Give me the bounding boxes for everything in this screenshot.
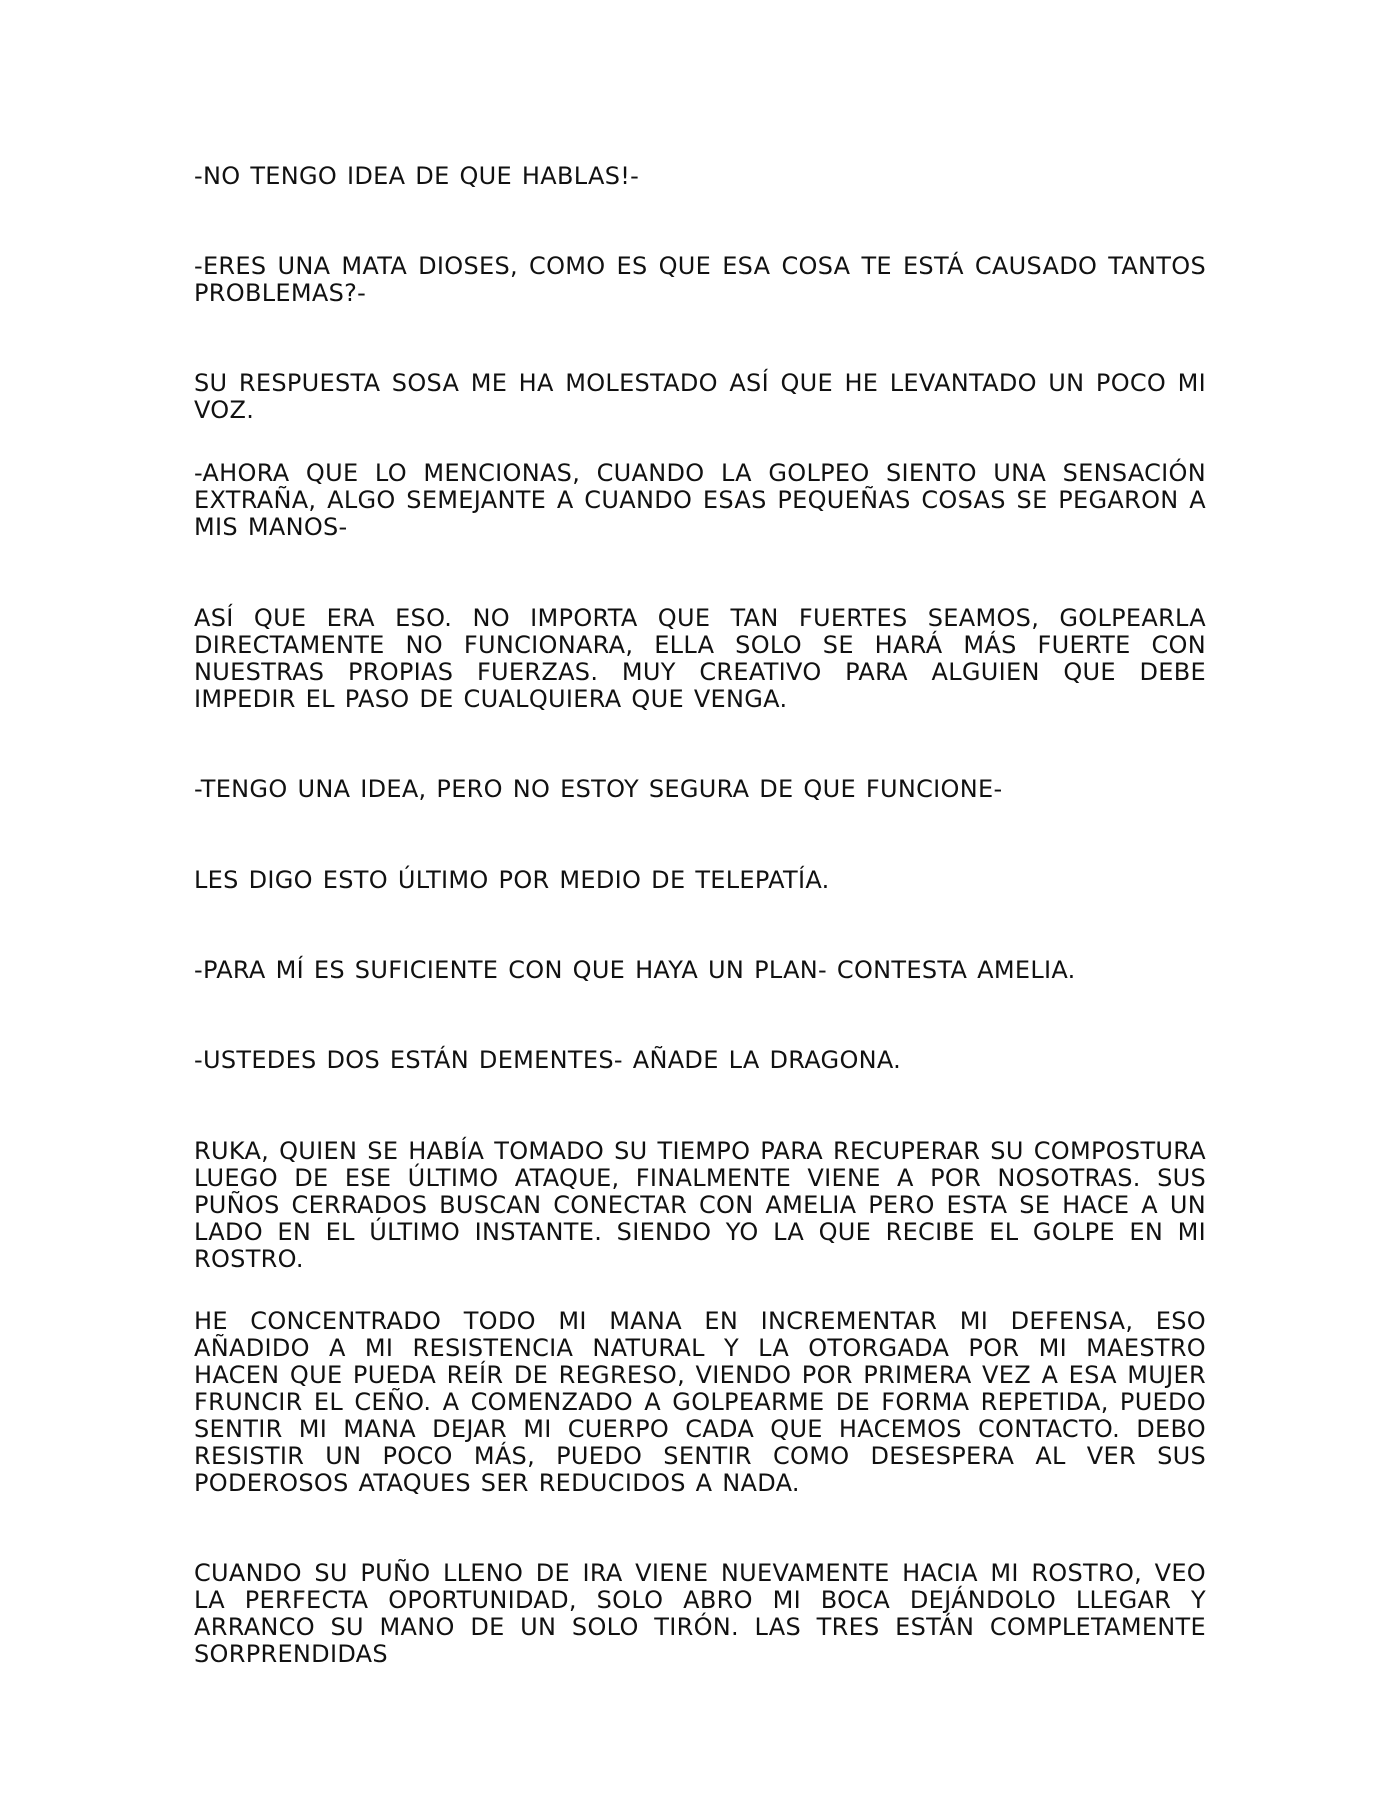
paragraph-5: ASÍ QUE ERA ESO. NO IMPORTA QUE TAN FUERTES SEAMOS, GOLPEARLA DIRECTAMENTE NO FUNCIONARA, ELLA SOLO SE HARÁ MÁS FUERTE CON NUESTRAS PROPIAS FUERZAS. MUY CREATIVO PARA ALGUIEN QUE DEBE IMPEDIR EL PASO DE CUALQUIERA QUE VENGA. [194,604,1206,713]
paragraph-7: LES DIGO ESTO ÚLTIMO POR MEDIO DE TELEPATÍA. [194,866,830,894]
paragraph-1: -NO TENGO IDEA DE QUE HABLAS!- [194,162,640,190]
paragraph-9: -USTEDES DOS ESTÁN DEMENTES- AÑADE LA DRAGONA. [194,1046,902,1074]
paragraph-10: RUKA, QUIEN SE HABÍA TOMADO SU TIEMPO PARA RECUPERAR SU COMPOSTURA LUEGO DE ESE ÚLTIMO ATAQUE, FINALMENTE VIENE A POR NOSOTRAS. SUS PUÑOS CERRADOS BUSCAN CONECTAR CON AMELIA PERO ESTA SE HACE A UN LADO EN EL ÚLTIMO INSTANTE. SIENDO YO LA QUE RECIBE EL GOLPE EN MI ROSTRO. [194,1137,1206,1273]
paragraph-11: HE CONCENTRADO TODO MI MANA EN INCREMENTAR MI DEFENSA, ESO AÑADIDO A MI RESISTENCIA NATURAL Y LA OTORGADA POR MI MAESTRO HACEN QUE PUEDA REÍR DE REGRESO, VIENDO POR PRIMERA VEZ A ESA MUJER FRUNCIR EL CEÑO. A COMENZADO A GOLPEARME DE FORMA REPETIDA, PUEDO SENTIR MI MANA DEJAR MI CUERPO CADA QUE HACEMOS CONTACTO. DEBO RESISTIR UN POCO MÁS, PUEDO SENTIR COMO DESESPERA AL VER SUS PODEROSOS ATAQUES SER REDUCIDOS A NADA. [194,1307,1206,1497]
paragraph-8: -PARA MÍ ES SUFICIENTE CON QUE HAYA UN PLAN- CONTESTA AMELIA. [194,956,1076,984]
paragraph-2: -ERES UNA MATA DIOSES, COMO ES QUE ESA COSA TE ESTÁ CAUSADO TANTOS PROBLEMAS?- [194,252,1206,307]
paragraph-4: -AHORA QUE LO MENCIONAS, CUANDO LA GOLPEO SIENTO UNA SENSACIÓN EXTRAÑA, ALGO SEMEJANTE A CUANDO ESAS PEQUEÑAS COSAS SE PEGARON A MIS MANOS- [194,459,1206,541]
paragraph-12: CUANDO SU PUÑO LLENO DE IRA VIENE NUEVAMENTE HACIA MI ROSTRO, VEO LA PERFECTA OPORTUNIDAD, SOLO ABRO MI BOCA DEJÁNDOLO LLEGAR Y ARRANCO SU MANO DE UN SOLO TIRÓN. LAS TRES ESTÁN COMPLETAMENTE SORPRENDIDAS [194,1559,1206,1668]
paragraph-6: -TENGO UNA IDEA, PERO NO ESTOY SEGURA DE QUE FUNCIONE- [194,775,1003,803]
paragraph-3: SU RESPUESTA SOSA ME HA MOLESTADO ASÍ QUE HE LEVANTADO UN POCO MI VOZ. [194,369,1206,424]
